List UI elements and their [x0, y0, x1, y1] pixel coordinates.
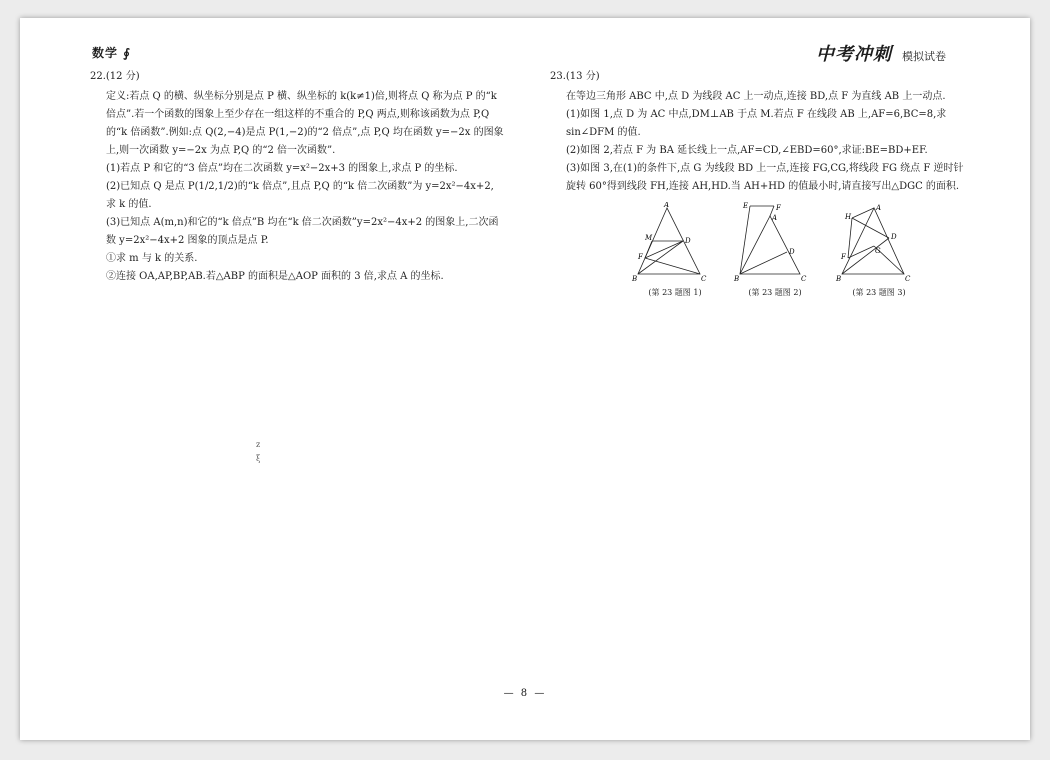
fig1-label-m: M: [645, 234, 653, 242]
figure-3-caption: (第 23 题图 3): [852, 288, 906, 297]
question-22-number: 22.(12 分): [90, 71, 140, 82]
figure-3: [824, 202, 934, 302]
question-23-part2: (2)如图 2,若点 F 为 BA 延长线上一点,AF=CD,∠EBD=60°,求证:BE=BD+EF.: [566, 145, 928, 156]
stray-marks: [256, 438, 260, 466]
brand-logo: 中考冲刺: [816, 44, 892, 65]
question-22-part2-cont: 求 k 的值.: [106, 199, 152, 210]
question-22-part2: (2)已知点 Q 是点 P(1/2,1/2)的“k 倍点”,且点 P,Q 的“k 倍二次函数”为 y=2x²−4x+2,: [106, 181, 494, 192]
fig3-label-f: F: [841, 253, 846, 261]
fig1-label-f: F: [638, 253, 643, 261]
subject-label: 数学 ∮: [92, 46, 131, 60]
fig1-label-b: B: [632, 275, 638, 282]
fig1-label-c: C: [701, 275, 707, 282]
figure-1: [620, 202, 730, 302]
figure-1-caption: (第 23 题图 1): [648, 288, 702, 297]
fig3-label-g: G: [875, 247, 881, 255]
figure-2: [720, 202, 830, 302]
question-22-part3: (3)已知点 A(m,n)和它的“k 倍点”B 均在“k 倍二次函数”y=2x²−4x+2 的图象上,二次函数 y=2x²−4x+2 图象的顶点是点 P.: [106, 217, 499, 246]
fig2-label-e: E: [743, 202, 749, 210]
question-22-sub2: ②连接 OA,AP,BP,AB.若△ABP 的面积是△AOP 面积的 3 倍,求点 A 的坐标.: [106, 271, 444, 282]
fig2-label-d: D: [789, 248, 795, 256]
fig3-label-b: B: [836, 275, 842, 282]
fig1-label-d: D: [685, 237, 691, 245]
question-23: [550, 68, 970, 312]
series-label: 模拟试卷: [902, 50, 946, 63]
question-23-number: 23.(13 分): [550, 71, 600, 82]
fig3-label-a: A: [876, 204, 882, 212]
fig2-label-b: B: [734, 275, 740, 282]
fig3-label-d: D: [891, 233, 897, 241]
question-23-part3: (3)如图 3,在(1)的条件下,点 G 为线段 BD 上一点,连接 FG,CG,将线段 FG 绕点 F 逆时针旋转 60°得到线段 FH,连接 AH,HD.当 AH+HD 的值最小时,请直接写出△DGC 的面积.: [566, 163, 964, 192]
question-23-part1: (1)如图 1,点 D 为 AC 中点,DM⊥AB 于点 M.若点 F 在线段 AB 上,AF=6,BC=8,求 sin∠DFM 的值.: [566, 109, 947, 138]
figures-row: [550, 202, 970, 312]
figure-1-diagram: [630, 202, 720, 282]
fig2-label-c: C: [801, 275, 807, 282]
figure-3-diagram: [834, 202, 924, 282]
question-22: [90, 68, 508, 286]
fig3-label-h: H: [845, 213, 852, 221]
exam-page: [20, 18, 1030, 740]
fig2-label-a: A: [772, 214, 778, 222]
question-22-part1: (1)若点 P 和它的“3 倍点”均在二次函数 y=x²−2x+3 的图象上,求点 P 的坐标.: [106, 163, 458, 174]
question-23-intro: 在等边三角形 ABC 中,点 D 为线段 AC 上一动点,连接 BD,点 F 为直线 AB 上一动点.: [566, 91, 946, 102]
question-22-definition: 定义:若点 Q 的横、纵坐标分别是点 P 横、纵坐标的 k(k≠1)倍,则将点 Q 称为点 P 的“k 倍点”.若一个函数的图象上至少存在一组这样的不重合的 P,Q 两点,则称该函数为点 P,Q 的“k 倍函数”.例如:点 Q(2,−4)是点 P(1,−2)的“2 倍点”,点 P,Q 均在函数 y=−2x 的图象上,则一次函数 y=−2x 为点 P,Q 的“2 倍一次函数”.: [106, 91, 504, 156]
figure-2-caption: (第 23 题图 2): [748, 288, 802, 297]
fig3-label-c: C: [905, 275, 911, 282]
question-22-sub1: ①求 m 与 k 的关系.: [106, 253, 198, 264]
fig2-label-f: F: [776, 204, 781, 212]
stray-mark-1: z: [256, 440, 261, 449]
stray-mark-2: ξ: [256, 454, 261, 463]
figure-2-diagram: [730, 202, 820, 282]
fig1-label-a: A: [664, 202, 670, 209]
page-number: — 8 —: [503, 688, 547, 699]
header-brand-block: [816, 40, 946, 66]
